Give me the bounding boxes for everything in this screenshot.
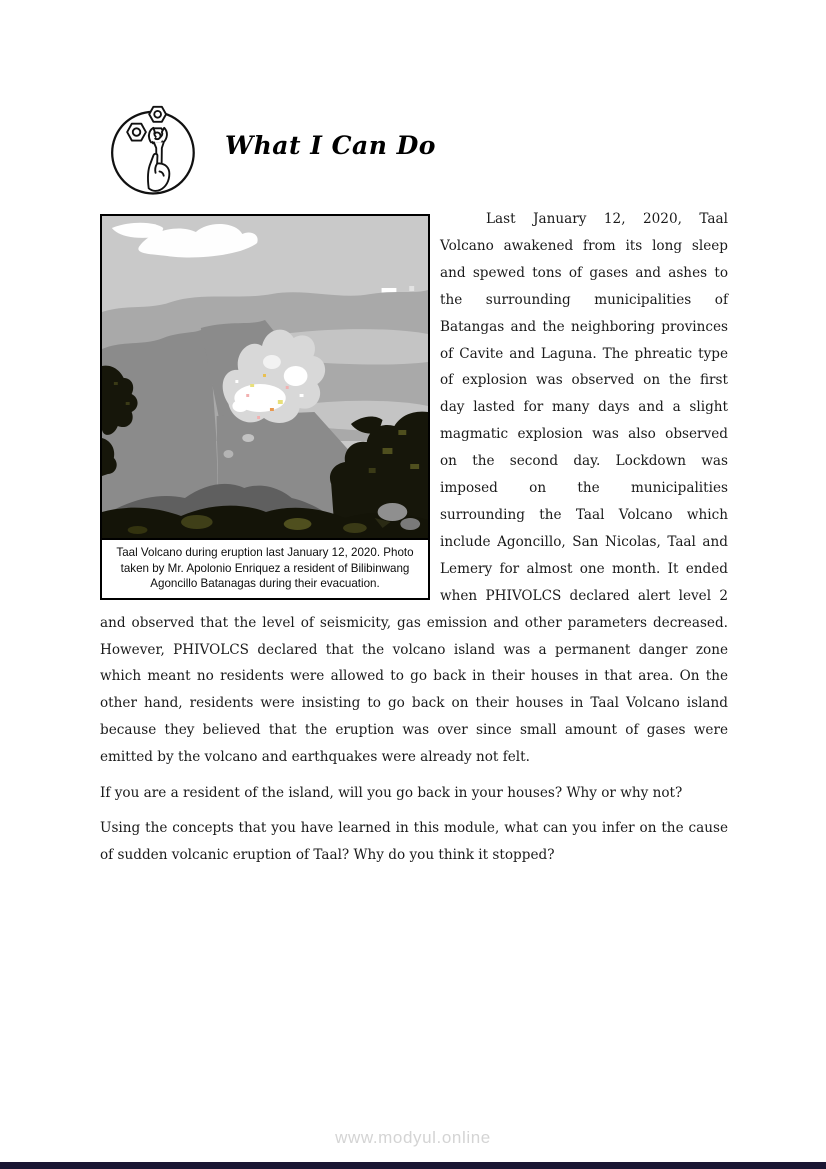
volcano-photo: [102, 216, 428, 538]
paragraph-question-1: If you are a resident of the island, will you go back in your houses? Why or why not?: [100, 784, 683, 801]
hand-wrench-icon: [107, 101, 197, 195]
section-header: [107, 101, 436, 195]
watermark: www.modyul.online: [335, 1128, 491, 1147]
hex-nut-icon: [149, 107, 166, 122]
hex-nut-icon: [127, 124, 146, 141]
section-title: What I Can Do: [225, 131, 436, 160]
paragraph-question-2: Using the concepts that you have learned in this module, what can you infer on the cause of sudden volcanic eruption of Taal? Why do you think it stopped?: [100, 819, 728, 863]
content-body: [100, 206, 728, 877]
photo-caption: Taal Volcano during eruption last January 12, 2020. Photo taken by Mr. Apolonio Enriquez a resident of Bilibinwang Agoncillo Batanagas during their evacuation.: [102, 538, 428, 598]
footer-bar: [0, 1162, 826, 1169]
volcano-figure: [100, 214, 430, 600]
paragraph-intro: Last January 12, 2020, Taal Volcano awakened from its long sleep and spewed tons of gases and ashes to the surrounding municipalities of Batangas and the neighboring provinces of Cavite and Laguna. The phreatic type of explosion was observed on the first day lasted for many days and a slight magmatic explosion was also observed on the second day. Lockdown was imposed on the municipalities surrounding the Taal Volcano which include Agoncillo, San Nicolas, Taal and Lemery for almost one month. It ended when PHIVOLCS declared alert level 2 and observed that the level of seismicity, gas emission and other parameters decreased. However, PHIVOLCS declared that the volcano island was a permanent danger zone which meant no residents were allowed to go back in their houses in that area. On the other hand, residents were insisting to go back on their houses in Taal Volcano island because they believed that the eruption was over since small amount of gases were emitted by the volcano and earthquakes were already not felt.: [100, 211, 728, 766]
